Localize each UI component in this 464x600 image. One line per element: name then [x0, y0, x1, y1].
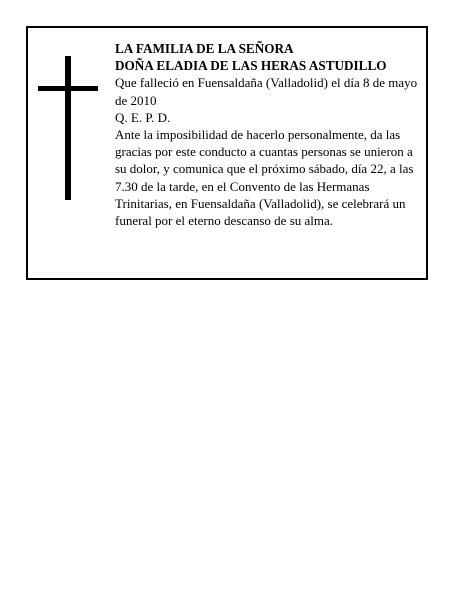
notice-heading-deceased-name: DOÑA ELADIA DE LAS HERAS ASTUDILLO: [115, 58, 387, 74]
latin-cross-icon: [38, 56, 98, 200]
cross-horizontal-bar: [38, 86, 98, 91]
death-statement: Que falleció en Fuensaldaña (Valladolid) el día 8 de mayo de 2010: [115, 75, 418, 108]
notice-text: [115, 40, 421, 229]
funeral-announcement: Ante la imposibilidad de hacerlo personalmente, da las gracias por este conducto a cuantas personas se unieron a su dolor, y comunica que el próximo sábado, día 22, a las 7.30 de la tarde, en el Convento de las Hermanas Trinitarias, en Fuensaldaña (Valladolid), se celebrará un funeral por el eterno descanso de su alma.: [115, 127, 414, 229]
obituary-notice: [26, 26, 428, 280]
cross-vertical-bar: [65, 56, 71, 200]
notice-heading-family: LA FAMILIA DE LA SEÑORA: [115, 41, 294, 56]
rip-abbreviation: Q. E. P. D.: [115, 109, 171, 125]
